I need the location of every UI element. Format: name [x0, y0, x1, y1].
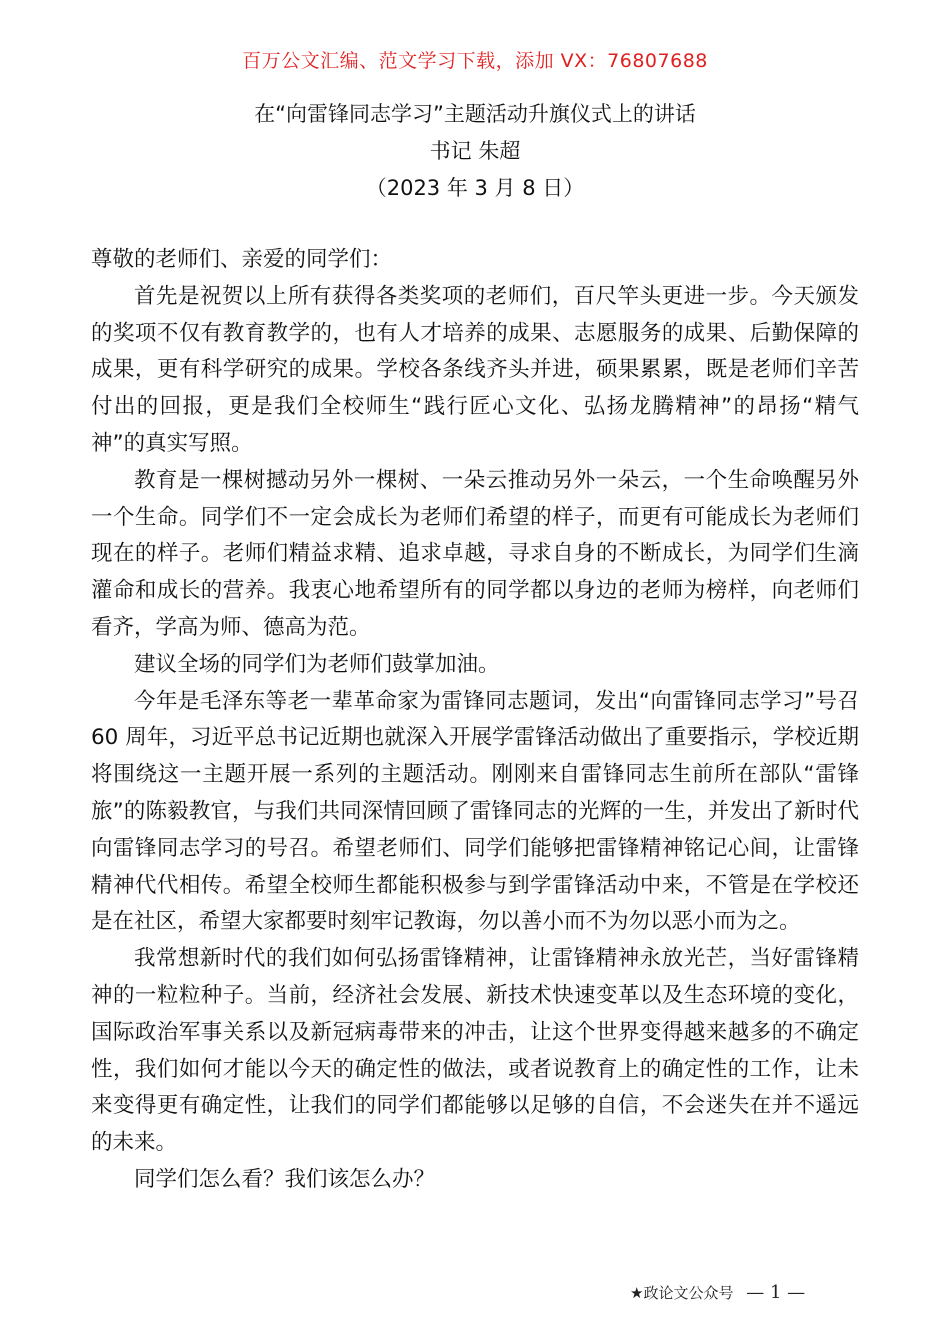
document-body	[91, 242, 859, 1199]
paragraph-4: 今年是毛泽东等老一辈革命家为雷锋同志题词，发出“向雷锋同志学习”号召 60 周年，习近平总书记近期也就深入开展学雷锋活动做出了重要指示，学校近期将围绕这一主题开展一系列的主题活动。刚刚来自雷锋同志生前所在部队“雷锋旅”的陈毅教官，与我们共同深情回顾了雷锋同志的光辉的一生，并发出了新时代向雷锋同志学习的号召。希望老师们、同学们能够把雷锋精神铭记心间，让雷锋精神代代相传。希望全校师生都能积极参与到学雷锋活动中来，不管是在学校还是在社区，希望大家都要时刻牢记教诲，勿以善小而不为勿以恶小而为之。	[91, 688, 859, 935]
salutation: 尊敬的老师们、亲爱的同学们：	[91, 247, 393, 272]
document-author: 书记 朱超	[429, 139, 521, 163]
document-header	[0, 96, 950, 207]
footer-label: ★政论文公众号	[630, 1284, 734, 1302]
paragraph-1: 首先是祝贺以上所有获得各类奖项的老师们，百尺竿头更进一步。今天颁发的奖项不仅有教育教学的，也有人才培养的成果、志愿服务的成果、后勤保障的成果，更有科学研究的成果。学校各条线齐头并进，硕果累累，既是老师们辛苦付出的回报，更是我们全校师生“践行匠心文化、弘扬龙腾精神”的昂扬“精气神”的真实写照。	[91, 283, 859, 456]
watermark-banner: 百万公文汇编、范文学习下载，添加 VX：76807688	[242, 50, 708, 72]
paragraph-3: 建议全场的同学们为老师们鼓掌加油。	[134, 651, 500, 677]
page-footer	[630, 1282, 805, 1303]
paragraph-2: 教育是一棵树撼动另外一棵树、一朵云推动另外一朵云，一个生命唤醒另外一个生命。同学们不一定会成长为老师们希望的样子，而更有可能成长为老师们现在的样子。老师们精益求精、追求卓越，寻求自身的不断成长，为同学们生滴灌命和成长的营养。我衷心地希望所有的同学都以身边的老师为榜样，向老师们看齐，学高为师、德高为范。	[91, 467, 859, 640]
page-number: — 1 —	[746, 1282, 806, 1303]
document-date: （2023 年 3 月 8 日）	[365, 176, 585, 200]
paragraph-5: 我常想新时代的我们如何弘扬雷锋精神，让雷锋精神永放光芒，当好雷锋精神的一粒粒种子。当前，经济社会发展、新技术快速变革以及生态环境的变化，国际政治军事关系以及新冠病毒带来的冲击，让这个世界变得越来越多的不确定性，我们如何才能以今天的确定性的做法，或者说教育上的确定性的工作，让未来变得更有确定性，让我们的同学们都能够以足够的自信，不会迷失在并不遥远的未来。	[91, 946, 859, 1156]
document-title: 在“向雷锋同志学习”主题活动升旗仪式上的讲话	[254, 102, 696, 126]
paragraph-6: 同学们怎么看？我们该怎么办？	[134, 1166, 436, 1192]
